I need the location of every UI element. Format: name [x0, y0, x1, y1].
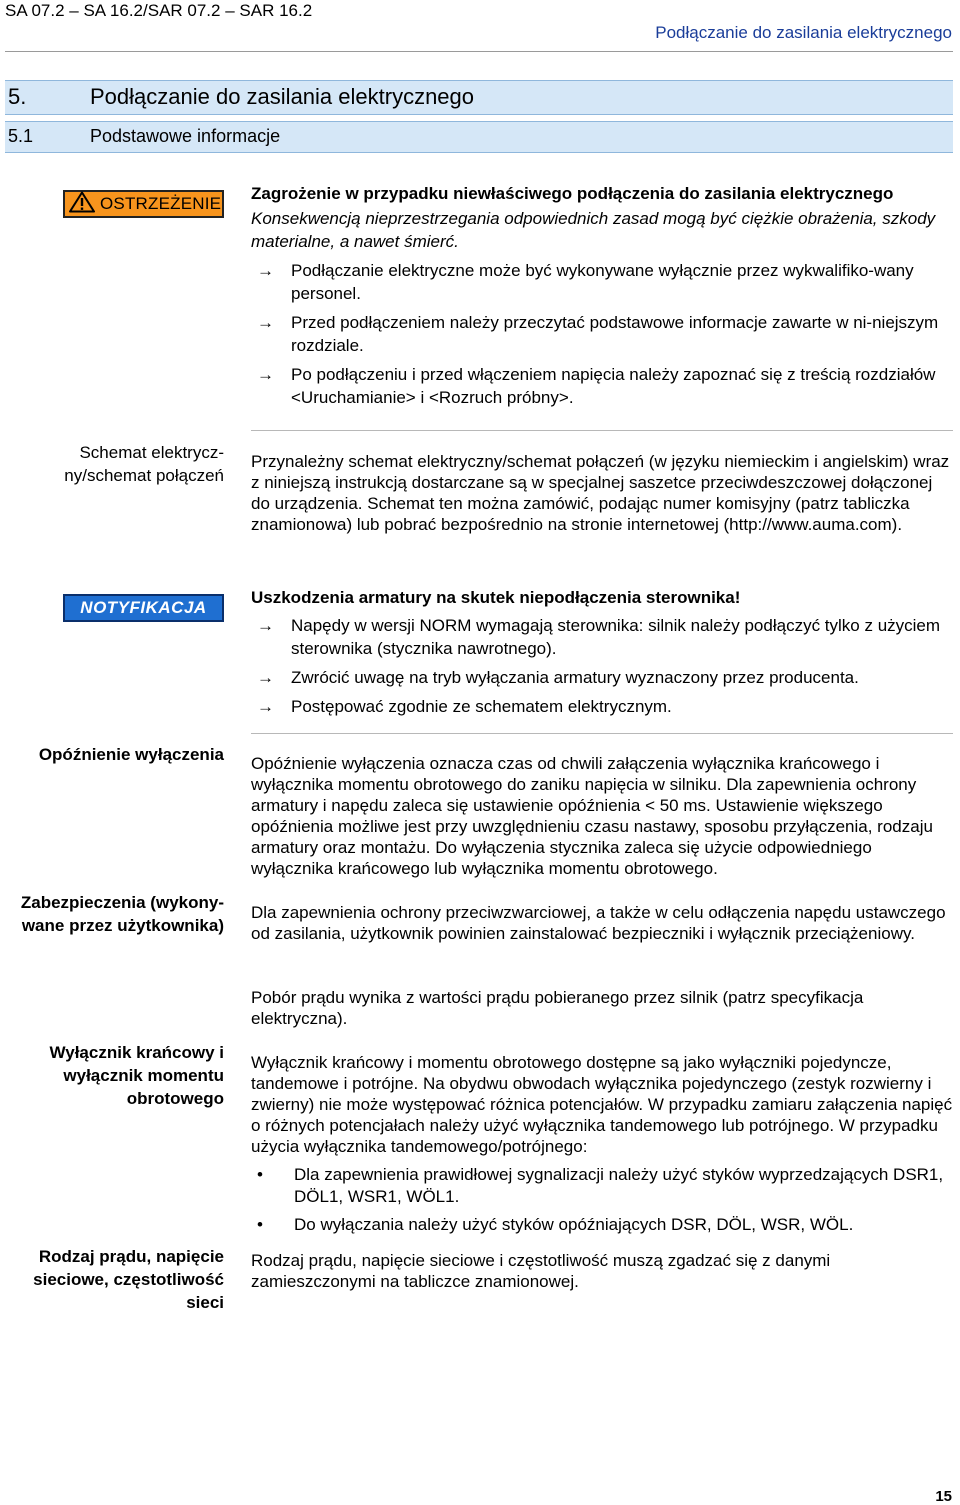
switches-list	[251, 1164, 955, 1236]
section-title: Podłączanie do zasilania elektrycznego	[90, 84, 475, 109]
header-rule	[5, 51, 953, 52]
notice-signal-word: NOTYFIKACJA	[80, 598, 207, 617]
arrow-right-icon: →	[257, 313, 274, 332]
warning-consequence: Konsekwencją nieprzestrzegania odpowiednich zasad mogą być ciężkie obrażenia, szkody materialne, a nawet śmierć.	[251, 209, 936, 251]
warning-triangle-icon	[69, 191, 95, 218]
warning-title: Zagrożenie w przypadku niewłaściwego podłączenia do zasilania elektrycznego	[251, 184, 894, 203]
current-draw-text: Pobór prądu wynika z wartości prądu pobieranego przez silnik (patrz specyfikacja elektryczna).	[251, 988, 864, 1028]
arrow-right-icon: →	[257, 697, 274, 716]
list-item: • Do wyłączania należy użyć styków opóźniających DSR, DÖL, WSR, WÖL.	[257, 1215, 854, 1234]
list-item: → Zwrócić uwagę na tryb wyłączania armatury wyznaczony przez producenta.	[257, 668, 859, 687]
bullet-icon: •	[257, 1215, 263, 1234]
arrow-right-icon: →	[257, 365, 274, 384]
warning-signal-box	[63, 190, 224, 218]
current-text: Rodzaj prądu, napięcie sieciowe i częstotliwość muszą zgadzać się z danymi zamieszczonymi na tabliczce znamionowej.	[251, 1251, 831, 1291]
side-label-delay: Opóźnienie wyłączenia	[38, 745, 224, 764]
arrow-right-icon: →	[257, 668, 274, 687]
protection-text: Dla zapewnienia ochrony przeciwzwarciowej, a także w celu odłączenia napędu ustawczego od zasilania, użytkownik powinien zainstalować bezpieczniki i wyłącznik przeciążeniowy.	[251, 903, 946, 943]
notice-instructions	[251, 614, 955, 718]
notice-signal-box	[63, 594, 224, 622]
running-header-left: SA 07.2 – SA 16.2/SAR 07.2 – SAR 16.2	[5, 1, 313, 20]
list-item: → Po podłączeniu i przed włączeniem napięcia należy zapoznać się z treścią rozdziałów <Uruchamianie> i <Rozruch próbny>.	[257, 365, 936, 407]
warning-instructions	[251, 259, 955, 409]
page-number: 15	[935, 1488, 952, 1505]
side-label-protection: Zabezpieczenia (wykony-wane przez użytkownika)	[20, 893, 224, 935]
block-divider	[251, 733, 953, 734]
side-label-switches: Wyłącznik krańcowy i wyłącznik momentu obrotowego	[49, 1043, 224, 1108]
notice-content	[251, 587, 955, 724]
bullet-icon: •	[257, 1165, 263, 1184]
schematic-text: Przynależny schemat elektryczny/schemat połączeń (w języku niemieckim i angielskim) wraz z niniejszą instrukcją dostarczane są w specjalnej saszetce przeciwdeszczowej dołączonej do urządzenia. Schemat ten można zamówić, podając numer komisyjny (patrz tabliczka znamionowa) lub pobrać bezpośrednio na stronie internetowej (http://www.auma.com).	[251, 452, 950, 534]
warning-content	[251, 183, 955, 415]
arrow-right-icon: →	[257, 616, 274, 635]
list-item: → Przed podłączeniem należy przeczytać podstawowe informacje zawarte w ni-niejszym rozdziale.	[257, 313, 939, 355]
list-item: • Dla zapewnienia prawidłowej sygnalizacji należy użyć styków wyprzedzających DSR1, DÖL1, WSR1, WÖL1.	[257, 1165, 944, 1206]
subsection-number: 5.1	[8, 126, 34, 146]
list-item: → Postępować zgodnie ze schematem elektrycznym.	[257, 697, 672, 716]
subsection-title: Podstawowe informacje	[90, 126, 281, 146]
running-header-right: Podłączanie do zasilania elektrycznego	[655, 23, 952, 42]
notice-title: Uszkodzenia armatury na skutek niepodłączenia sterownika!	[251, 588, 741, 607]
switches-content	[251, 1052, 955, 1242]
switches-text: Wyłącznik krańcowy i momentu obrotowego dostępne są jako wyłączniki pojedyncze, tandemowe i potrójne. Na obydwu obwodach wyłącznika pojedynczego (zestyk rozwierny i zwierny) nie może występować różnica potencjałów. W przypadku zamiaru załączenia napięć o różnych potencjałach należy użyć wyłącznika tandemowego lub potrójnego. W przypadku użycia wyłącznika tandemowego/potrójnego:	[251, 1053, 953, 1156]
warning-signal-word: OSTRZEŻENIE	[100, 194, 222, 213]
block-divider	[251, 430, 953, 431]
section-number: 5.	[8, 84, 27, 109]
arrow-right-icon: →	[257, 261, 274, 280]
side-label-current: Rodzaj prądu, napięcie sieciowe, częstotliwość sieci	[33, 1247, 224, 1312]
side-label-schematic: Schemat elektrycz-ny/schemat połączeń	[64, 443, 224, 485]
list-item: → Napędy w wersji NORM wymagają sterownika: silnik należy podłączyć tylko z użyciem sterownika (stycznika nawrotnego).	[257, 616, 941, 658]
list-item: → Podłączanie elektryczne może być wykonywane wyłącznie przez wykwalifiko-wany personel.	[257, 261, 914, 303]
delay-text: Opóźnienie wyłączenia oznacza czas od chwili załączenia wyłącznika krańcowego i wyłącznika momentu obrotowego do zaniku napięcia w silniku. Dla zapewnienia ochrony armatury i napędu zaleca się ustawienie opóźnienia < 50 ms. Ustawienie większego opóźnienia możliwe jest przy uwzględnieniu czasu nastawy, sposobu przyłączenia, rodzaju armatury oraz montażu. Do wyłączenia stycznika zaleca się użycie odpowiedniego wyłącznika krańcowego lub wyłącznika momentu obrotowego.	[251, 754, 933, 878]
